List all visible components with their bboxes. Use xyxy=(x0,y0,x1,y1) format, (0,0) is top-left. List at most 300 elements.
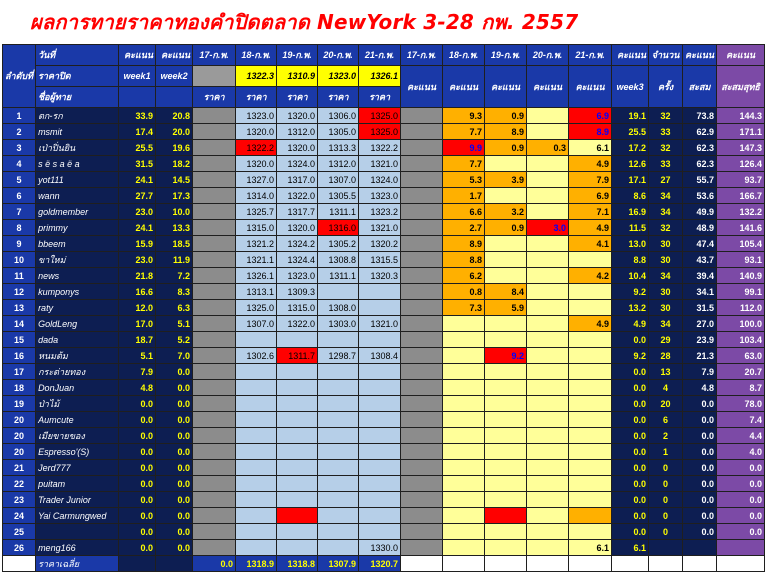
table-row xyxy=(3,524,765,540)
member-name: msmit xyxy=(36,124,119,140)
member-name: Jerd777 xyxy=(36,460,119,476)
week1-score: 0.0 xyxy=(119,508,156,524)
price-guess-cell xyxy=(236,380,277,396)
member-name: เป่าปิ่นยิน xyxy=(36,140,119,156)
row-number: 24 xyxy=(3,508,36,524)
daily-score-cell: 7.7 xyxy=(443,156,485,172)
week2-score: 18.2 xyxy=(156,156,193,172)
daily-score-cell xyxy=(569,252,612,268)
average-blank xyxy=(569,556,612,572)
average-blank xyxy=(527,556,569,572)
daily-score-cell: 6.2 xyxy=(443,268,485,284)
net-accumulated-score: 112.0 xyxy=(717,300,765,316)
header-total-unit: สะสม xyxy=(683,66,717,108)
week2-score: 18.5 xyxy=(156,236,193,252)
price-guess-cell xyxy=(236,444,277,460)
header-date-price-1: 17-ก.พ. xyxy=(193,45,236,66)
price-guess-cell: 1320.0 xyxy=(236,156,277,172)
week2-score: 6.3 xyxy=(156,300,193,316)
net-accumulated-score: 8.7 xyxy=(717,380,765,396)
daily-score-cell xyxy=(401,332,443,348)
net-accumulated-score: 93.1 xyxy=(717,252,765,268)
header-date-score-2: 18-ก.พ. xyxy=(443,45,485,66)
header-date-price-4: 20-ก.พ. xyxy=(318,45,359,66)
accumulated-score: 55.7 xyxy=(683,172,717,188)
week2-score: 13.3 xyxy=(156,220,193,236)
daily-score-cell xyxy=(527,444,569,460)
daily-score-cell xyxy=(485,316,527,332)
daily-score-cell xyxy=(569,476,612,492)
price-guess-cell: 1323.0 xyxy=(277,268,318,284)
table-row xyxy=(3,300,765,316)
price-guess-cell xyxy=(277,492,318,508)
price-guess-cell xyxy=(318,540,359,556)
price-guess-cell xyxy=(277,460,318,476)
member-name: s ë s a ë a xyxy=(36,156,119,172)
daily-score-cell: 3.9 xyxy=(485,172,527,188)
accumulated-score: 62.3 xyxy=(683,140,717,156)
price-guess-cell xyxy=(193,492,236,508)
daily-score-cell xyxy=(485,396,527,412)
price-guess-cell xyxy=(277,396,318,412)
daily-score-cell: 9.2 xyxy=(485,348,527,364)
week1-score: 24.1 xyxy=(119,220,156,236)
week2-score: 5.1 xyxy=(156,316,193,332)
price-guess-cell xyxy=(318,380,359,396)
daily-score-cell xyxy=(443,396,485,412)
price-guess-cell xyxy=(359,428,401,444)
daily-score-cell: 8.9 xyxy=(569,124,612,140)
daily-score-cell xyxy=(401,252,443,268)
price-guess-cell: 1311.1 xyxy=(318,204,359,220)
price-guess-cell xyxy=(277,428,318,444)
header-date-score-3: 19-ก.พ. xyxy=(485,45,527,66)
price-guess-cell xyxy=(193,444,236,460)
row-number: 17 xyxy=(3,364,36,380)
accumulated-score: 4.8 xyxy=(683,380,717,396)
guess-count: 0 xyxy=(649,476,683,492)
accumulated-score: 43.7 xyxy=(683,252,717,268)
guess-count: 2 xyxy=(649,428,683,444)
price-guess-cell: 1298.7 xyxy=(318,348,359,364)
average-label: ราคาเฉลี่ย xyxy=(36,556,119,572)
daily-score-cell xyxy=(401,348,443,364)
price-guess-cell: 1312.0 xyxy=(318,156,359,172)
price-guess-cell xyxy=(193,172,236,188)
guess-count: 4 xyxy=(649,380,683,396)
guess-count: 6 xyxy=(649,412,683,428)
price-guess-cell xyxy=(193,428,236,444)
price-guess-cell: 1326.1 xyxy=(236,268,277,284)
header-blank-w2 xyxy=(156,87,193,108)
week2-score: 0.0 xyxy=(156,412,193,428)
week2-score: 20.8 xyxy=(156,108,193,124)
net-accumulated-score: 141.6 xyxy=(717,220,765,236)
table-row xyxy=(3,476,765,492)
daily-score-cell xyxy=(401,476,443,492)
daily-score-cell: 4.9 xyxy=(569,316,612,332)
row-number: 16 xyxy=(3,348,36,364)
price-guess-cell xyxy=(318,476,359,492)
header-count-unit: ครั้ง xyxy=(649,66,683,108)
daily-score-cell xyxy=(443,508,485,524)
accumulated-score: 0.0 xyxy=(683,428,717,444)
net-accumulated-score: 4.0 xyxy=(717,444,765,460)
price-guess-cell: 1327.0 xyxy=(236,172,277,188)
price-guess-cell xyxy=(318,460,359,476)
price-guess-cell: 1320.0 xyxy=(277,220,318,236)
accumulated-score: 34.1 xyxy=(683,284,717,300)
net-accumulated-score: 0.0 xyxy=(717,508,765,524)
member-name: Trader Junior xyxy=(36,492,119,508)
net-accumulated-score: 0.0 xyxy=(717,524,765,540)
table-row xyxy=(3,396,765,412)
price-guess-cell xyxy=(277,444,318,460)
guess-count: 20 xyxy=(649,396,683,412)
price-guess-cell: 1324.0 xyxy=(277,156,318,172)
daily-score-cell xyxy=(443,364,485,380)
price-guess-cell: 1316.0 xyxy=(318,220,359,236)
price-guess-cell xyxy=(236,460,277,476)
member-name: raty xyxy=(36,300,119,316)
table-row xyxy=(3,236,765,252)
net-accumulated-score: 20.7 xyxy=(717,364,765,380)
week2-score: 0.0 xyxy=(156,444,193,460)
daily-score-cell xyxy=(527,300,569,316)
daily-score-cell xyxy=(527,540,569,556)
price-guess-cell xyxy=(359,284,401,300)
price-guess-cell: 1321.0 xyxy=(359,220,401,236)
header-score3: คะแนน xyxy=(612,45,649,66)
guess-count: 33 xyxy=(649,156,683,172)
table-row xyxy=(3,204,765,220)
net-accumulated-score: 0.0 xyxy=(717,460,765,476)
daily-score-cell xyxy=(485,412,527,428)
daily-score-cell xyxy=(401,156,443,172)
week1-score: 33.9 xyxy=(119,108,156,124)
daily-score-cell xyxy=(401,124,443,140)
price-guess-cell xyxy=(359,492,401,508)
price-guess-cell: 1330.0 xyxy=(359,540,401,556)
price-guess-cell xyxy=(359,460,401,476)
daily-score-cell xyxy=(485,332,527,348)
price-guess-cell: 1308.4 xyxy=(359,348,401,364)
daily-score-cell: 4.9 xyxy=(569,156,612,172)
daily-score-cell xyxy=(443,380,485,396)
week2-score: 0.0 xyxy=(156,460,193,476)
daily-score-cell xyxy=(401,108,443,124)
daily-score-cell xyxy=(443,476,485,492)
price-guess-cell: 1321.1 xyxy=(236,252,277,268)
net-accumulated-score: 132.2 xyxy=(717,204,765,220)
week3-score: 9.2 xyxy=(612,284,649,300)
week2-score: 14.5 xyxy=(156,172,193,188)
table-row xyxy=(3,316,765,332)
daily-score-cell: 6.9 xyxy=(569,108,612,124)
member-name xyxy=(36,524,119,540)
week3-score: 0.0 xyxy=(612,476,649,492)
header-date-label: วันที่ xyxy=(36,45,119,66)
member-name: dada xyxy=(36,332,119,348)
header-score-col-3: คะแนน xyxy=(485,66,527,108)
average-price: 1320.7 xyxy=(359,556,401,572)
week3-score: 11.5 xyxy=(612,220,649,236)
header-member-label: ชื่อผู้ทาย xyxy=(36,87,119,108)
week2-score: 8.3 xyxy=(156,284,193,300)
row-number: 20 xyxy=(3,412,36,428)
price-guess-cell: 1307.0 xyxy=(236,316,277,332)
price-guess-cell xyxy=(193,108,236,124)
close-price-3: 1310.9 xyxy=(277,66,318,87)
daily-score-cell xyxy=(527,172,569,188)
price-guess-cell: 1315.0 xyxy=(236,220,277,236)
header-score-col-2: คะแนน xyxy=(443,66,485,108)
member-name: เมียขายของ xyxy=(36,428,119,444)
member-name: GoldLeng xyxy=(36,316,119,332)
week1-score: 24.1 xyxy=(119,172,156,188)
daily-score-cell xyxy=(527,492,569,508)
net-accumulated-score: 171.1 xyxy=(717,124,765,140)
price-guess-cell: 1311.1 xyxy=(318,268,359,284)
daily-score-cell xyxy=(569,284,612,300)
price-guess-cell xyxy=(277,332,318,348)
header-count: จำนวน xyxy=(649,45,683,66)
guess-count: 30 xyxy=(649,236,683,252)
week2-score: 0.0 xyxy=(156,428,193,444)
row-number: 18 xyxy=(3,380,36,396)
daily-score-cell xyxy=(527,476,569,492)
week1-score: 0.0 xyxy=(119,524,156,540)
daily-score-cell xyxy=(527,460,569,476)
week2-score: 20.0 xyxy=(156,124,193,140)
week1-score: 23.0 xyxy=(119,252,156,268)
net-accumulated-score: 0.0 xyxy=(717,476,765,492)
price-guess-cell: 1325.0 xyxy=(359,124,401,140)
table-row xyxy=(3,172,765,188)
week1-score: 23.0 xyxy=(119,204,156,220)
guess-count: 34 xyxy=(649,188,683,204)
price-guess-cell xyxy=(277,524,318,540)
daily-score-cell xyxy=(401,364,443,380)
week2-score: 7.2 xyxy=(156,268,193,284)
member-name: ขาใหม่ xyxy=(36,252,119,268)
guess-count xyxy=(649,540,683,556)
week3-score: 25.5 xyxy=(612,124,649,140)
header-score-col-4: คะแนน xyxy=(527,66,569,108)
table-row xyxy=(3,428,765,444)
header-close-label: ราคาปิด xyxy=(36,66,119,87)
daily-score-cell xyxy=(569,380,612,396)
table-row xyxy=(3,412,765,428)
week1-score: 0.0 xyxy=(119,540,156,556)
daily-score-cell xyxy=(443,444,485,460)
guess-count: 28 xyxy=(649,348,683,364)
daily-score-cell xyxy=(569,396,612,412)
guess-count: 29 xyxy=(649,332,683,348)
week1-score: 18.7 xyxy=(119,332,156,348)
accumulated-score: 39.4 xyxy=(683,268,717,284)
week1-score: 0.0 xyxy=(119,460,156,476)
week1-score: 17.4 xyxy=(119,124,156,140)
price-guess-cell: 1315.0 xyxy=(277,300,318,316)
net-accumulated-score xyxy=(717,540,765,556)
accumulated-score: 7.9 xyxy=(683,364,717,380)
week3-score: 17.2 xyxy=(612,140,649,156)
member-name: ตก-รก xyxy=(36,108,119,124)
accumulated-score: 23.9 xyxy=(683,332,717,348)
daily-score-cell: 6.1 xyxy=(569,140,612,156)
daily-score-cell xyxy=(401,460,443,476)
daily-score-cell: 0.8 xyxy=(443,284,485,300)
price-guess-cell xyxy=(359,444,401,460)
header-date-price-5: 21-ก.พ. xyxy=(359,45,401,66)
guess-count: 33 xyxy=(649,124,683,140)
table-row xyxy=(3,380,765,396)
price-guess-cell xyxy=(318,444,359,460)
price-guess-cell: 1313.3 xyxy=(318,140,359,156)
average-blank xyxy=(3,556,36,572)
net-accumulated-score: 105.4 xyxy=(717,236,765,252)
price-guess-cell xyxy=(193,300,236,316)
price-guess-cell xyxy=(359,364,401,380)
price-guess-cell xyxy=(193,460,236,476)
daily-score-cell xyxy=(485,460,527,476)
net-accumulated-score: 147.3 xyxy=(717,140,765,156)
price-guess-cell: 1324.2 xyxy=(277,236,318,252)
daily-score-cell xyxy=(527,204,569,220)
week3-score: 0.0 xyxy=(612,412,649,428)
week3-score: 0.0 xyxy=(612,364,649,380)
daily-score-cell xyxy=(485,492,527,508)
daily-score-cell xyxy=(527,524,569,540)
price-guess-cell xyxy=(318,396,359,412)
week1-score: 0.0 xyxy=(119,476,156,492)
price-guess-cell: 1324.0 xyxy=(359,172,401,188)
daily-score-cell xyxy=(401,380,443,396)
price-guess-cell: 1321.2 xyxy=(236,236,277,252)
row-number: 6 xyxy=(3,188,36,204)
header-week2: week2 xyxy=(156,66,193,87)
price-guess-cell: 1323.0 xyxy=(236,108,277,124)
header-score-col-5: คะแนน xyxy=(569,66,612,108)
table-row xyxy=(3,108,765,124)
price-guess-cell xyxy=(193,140,236,156)
price-guess-cell xyxy=(318,428,359,444)
daily-score-cell xyxy=(443,348,485,364)
week3-score: 19.1 xyxy=(612,108,649,124)
daily-score-cell: 4.9 xyxy=(569,220,612,236)
daily-score-cell xyxy=(401,444,443,460)
guess-count: 32 xyxy=(649,220,683,236)
price-guess-cell xyxy=(236,476,277,492)
row-number: 5 xyxy=(3,172,36,188)
price-guess-cell: 1321.0 xyxy=(359,316,401,332)
week2-score: 0.0 xyxy=(156,380,193,396)
table-row xyxy=(3,140,765,156)
net-accumulated-score: 63.0 xyxy=(717,348,765,364)
accumulated-score: 49.9 xyxy=(683,204,717,220)
price-guess-cell: 1317.7 xyxy=(277,204,318,220)
member-name: Espresso'(S) xyxy=(36,444,119,460)
net-accumulated-score: 4.4 xyxy=(717,428,765,444)
guess-count: 30 xyxy=(649,284,683,300)
week3-score: 0.0 xyxy=(612,492,649,508)
accumulated-score: 0.0 xyxy=(683,460,717,476)
row-number: 20 xyxy=(3,428,36,444)
net-accumulated-score: 99.1 xyxy=(717,284,765,300)
daily-score-cell xyxy=(569,460,612,476)
week2-score: 0.0 xyxy=(156,396,193,412)
row-number: 10 xyxy=(3,252,36,268)
average-price: 0.0 xyxy=(193,556,236,572)
week1-score: 0.0 xyxy=(119,428,156,444)
price-guess-cell xyxy=(193,396,236,412)
guess-count: 30 xyxy=(649,252,683,268)
row-number: 19 xyxy=(3,396,36,412)
price-guess-cell: 1303.0 xyxy=(318,316,359,332)
daily-score-cell xyxy=(527,108,569,124)
daily-score-cell xyxy=(401,412,443,428)
price-guess-cell: 1307.0 xyxy=(318,172,359,188)
daily-score-cell xyxy=(527,332,569,348)
week2-score: 0.0 xyxy=(156,364,193,380)
daily-score-cell xyxy=(569,300,612,316)
price-guess-cell: 1308.8 xyxy=(318,252,359,268)
table-row xyxy=(3,364,765,380)
member-name: bbeem xyxy=(36,236,119,252)
price-guess-cell: 1317.0 xyxy=(277,172,318,188)
week3-score: 10.4 xyxy=(612,268,649,284)
price-guess-cell xyxy=(193,284,236,300)
row-number: 21 xyxy=(3,460,36,476)
price-guess-cell: 1320.0 xyxy=(236,124,277,140)
price-guess-cell: 1320.0 xyxy=(277,108,318,124)
close-price-5: 1326.1 xyxy=(359,66,401,87)
daily-score-cell xyxy=(527,428,569,444)
daily-score-cell xyxy=(485,428,527,444)
row-number: 15 xyxy=(3,332,36,348)
price-guess-cell xyxy=(318,524,359,540)
accumulated-score: 53.6 xyxy=(683,188,717,204)
accumulated-score: 27.0 xyxy=(683,316,717,332)
daily-score-cell: 7.7 xyxy=(443,124,485,140)
daily-score-cell: 1.7 xyxy=(443,188,485,204)
guess-count: 34 xyxy=(649,268,683,284)
daily-score-cell xyxy=(569,444,612,460)
week1-score: 15.9 xyxy=(119,236,156,252)
daily-score-cell xyxy=(443,524,485,540)
net-accumulated-score: 0.0 xyxy=(717,492,765,508)
daily-score-cell: 7.9 xyxy=(569,172,612,188)
price-guess-cell xyxy=(359,300,401,316)
price-guess-cell xyxy=(193,348,236,364)
daily-score-cell xyxy=(527,268,569,284)
week2-score: 11.9 xyxy=(156,252,193,268)
accumulated-score: 0.0 xyxy=(683,412,717,428)
header-date-price-2: 18-ก.พ. xyxy=(236,45,277,66)
daily-score-cell xyxy=(443,492,485,508)
daily-score-cell xyxy=(527,412,569,428)
week3-score: 0.0 xyxy=(612,396,649,412)
daily-score-cell xyxy=(569,364,612,380)
price-guess-cell xyxy=(359,508,401,524)
guess-count: 0 xyxy=(649,524,683,540)
daily-score-cell xyxy=(527,124,569,140)
price-guess-cell xyxy=(193,380,236,396)
price-guess-cell xyxy=(318,492,359,508)
header-score2: คะแนน xyxy=(156,45,193,66)
row-number: 4 xyxy=(3,156,36,172)
